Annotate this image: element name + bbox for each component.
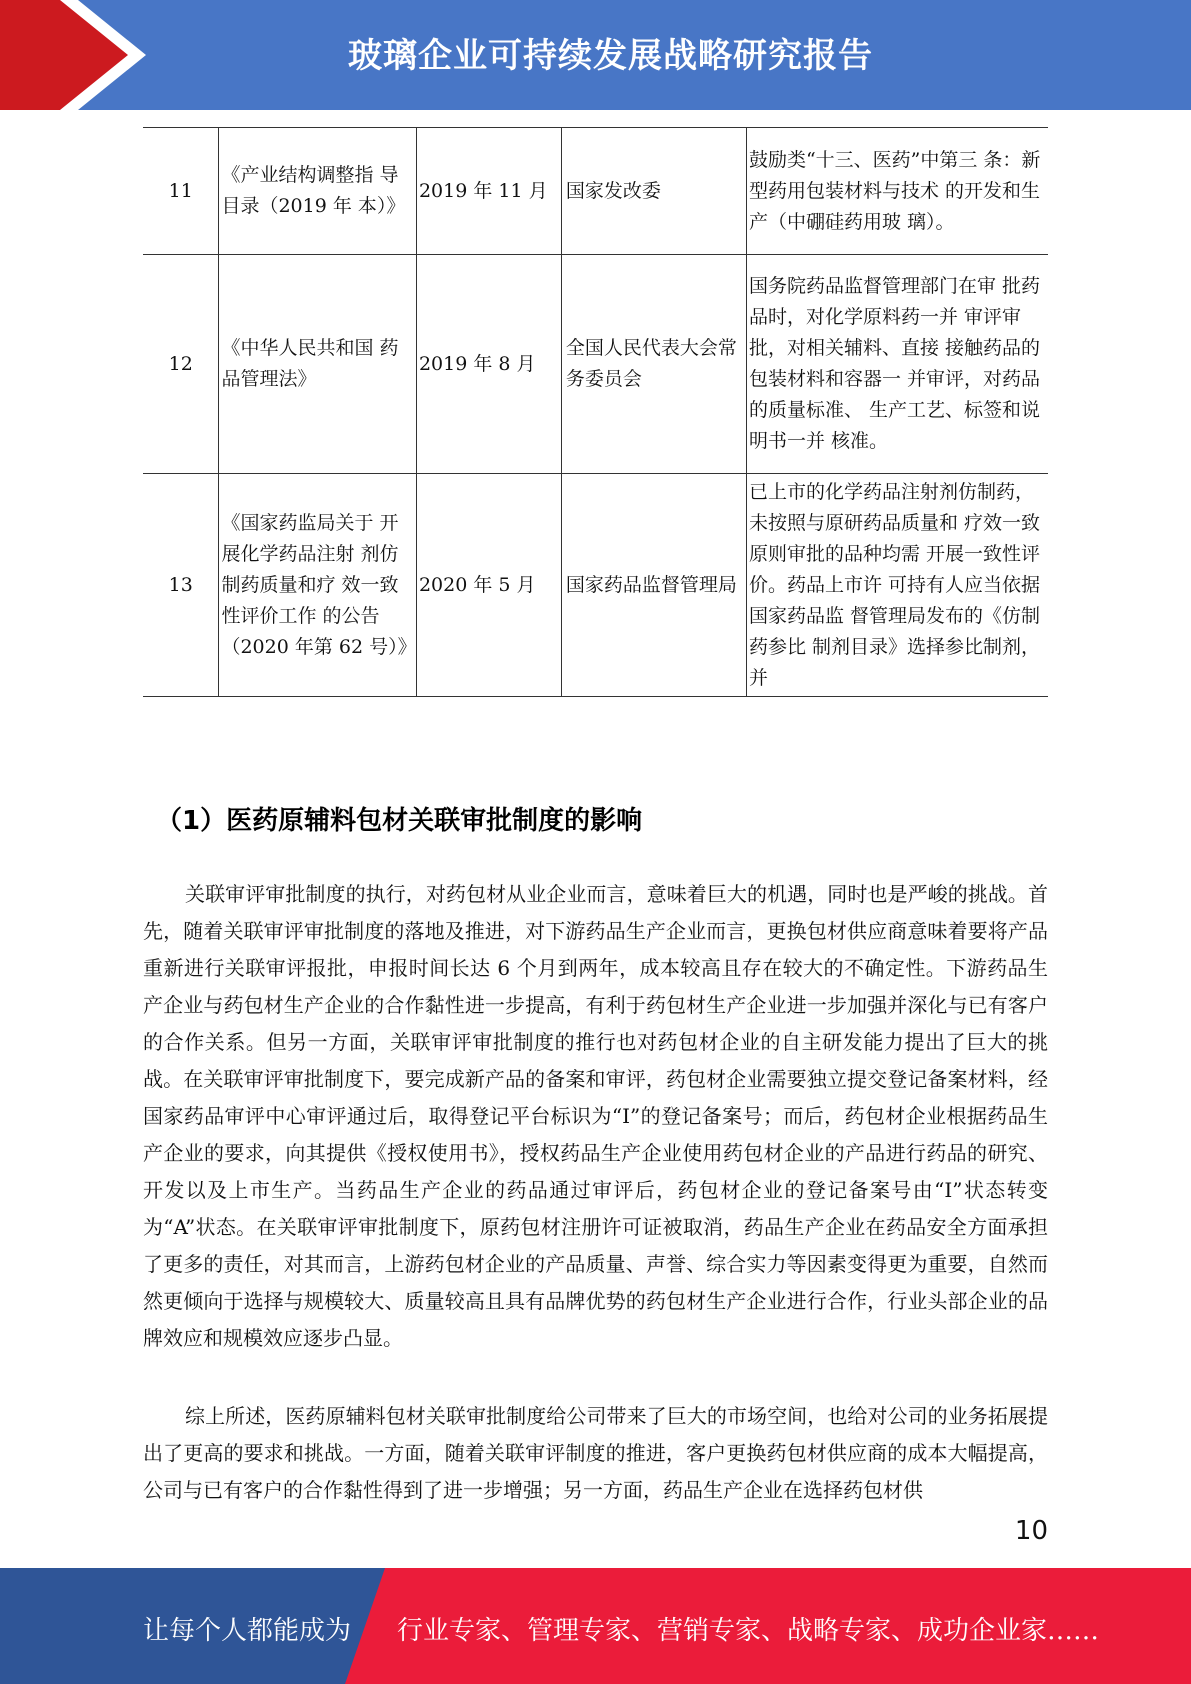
issuing-organization: 国家药品监督管理局 [561, 474, 746, 697]
policy-date: 2020 年 5 月 [416, 474, 561, 697]
footer-slogan-left: 让每个人都能成为 [143, 1616, 352, 1646]
footer-slogan-right: 行业专家、管理专家、营销专家、战略专家、成功企业家…… [397, 1616, 1100, 1646]
page-header [0, 0, 1191, 110]
body-paragraph: 综上所述，医药原辅料包材关联审批制度给公司带来了巨大的市场空间，也给对公司的业务拓展提出了更高的要求和挑战。一方面，随着关联审评制度的推进，客户更换药包材供应商的成本大幅提高，公司与已有客户的合作黏性得到了进一步增强；另一方面，药品生产企业在选择药包材供 [143, 1404, 1048, 1502]
body-paragraph: 关联审评审批制度的执行，对药包材从业企业而言，意味着巨大的机遇，同时也是严峻的挑战。首先，随着关联审评审批制度的落地及推进，对下游药品生产企业而言，更换包材供应商意味着要将产品重新进行关联审评报批，申报时间长达 6 个月到两年，成本较高且存在较大的不确定性。下游药品生产企业与药包材生产企业的合作黏性进一步提高，有利于药包材生产企业进一步加强并深化与已有客户的合作关系。但另一方面，关联审评审批制度的推行也对药包材企业的自主研发能力提出了巨大的挑战。在关联审评审批制度下，要完成新产品的备案和审评，药包材企业需要独立提交登记备案材料，经国家药品审评中心审评通过后，取得登记平台标识为“I”的登记备案号；而后，药包材企业根据药品生产企业的要求，向其提供《授权使用书》，授权药品生产企业使用药包材企业的产品进行药品的研究、开发以及上市生产。当药品生产企业的药品通过审评后，药包材企业的登记备案号由“I”状态转变为“A”状态。在关联审评审批制度下，原药包材注册许可证被取消，药品生产企业在药品安全方面承担了更多的责任，对其而言，上游药包材企业的产品质量、声誉、综合实力等因素变得更为重要，自然而然更倾向于选择与规模较大、质量较高且具有品牌优势的药包材生产企业进行合作，行业头部企业的品牌效应和规模效应逐步凸显。 [143, 882, 1048, 1350]
table-row [143, 474, 1048, 697]
policy-name: 《国家药监局关于 开展化学药品注射 剂仿制药质量和疗 效一致性评价工作 的公告（2020 年第 62 号）》 [219, 474, 417, 697]
section-heading: （1）医药原辅料包材关联审批制度的影响 [156, 806, 643, 836]
page-number: 10 [1014, 1516, 1048, 1546]
policy-date: 2019 年 8 月 [416, 255, 561, 474]
table-row [143, 255, 1048, 474]
policy-date: 2019 年 11 月 [416, 128, 561, 255]
issuing-organization: 全国人民代表大会常务委员会 [561, 255, 746, 474]
policy-name: 《中华人民共和国 药品管理法》 [219, 255, 417, 474]
report-title: 玻璃企业可持续发展战略研究报告 [348, 36, 873, 76]
issuing-organization: 国家发改委 [561, 128, 746, 255]
header-red-arrow [0, 0, 150, 110]
policy-name: 《产业结构调整指 导目录（2019 年 本）》 [219, 128, 417, 255]
policy-description: 鼓励类“十三、医药”中第三 条：新型药用包装材料与技术 的开发和生产（中硼硅药用玻 璃）。 [746, 128, 1048, 255]
row-number: 13 [143, 474, 219, 697]
page-footer [0, 1568, 1191, 1684]
table-row [143, 128, 1048, 255]
policy-description: 国务院药品监督管理部门在审 批药品时，对化学原料药一并 审评审批，对相关辅料、直接 接触药品的包装材料和容器一 并审评，对药品的质量标准、 生产工艺、标签和说明书一并 核准。 [746, 255, 1048, 474]
row-number: 12 [143, 255, 219, 474]
policy-description: 已上市的化学药品注射剂仿制药，未按照与原研药品质量和 疗效一致原则审批的品种均需 开展一致性评价。药品上市许 可持有人应当依据国家药品监 督管理局发布的《仿制药参比 制剂目录》选择参比制剂，并 [746, 474, 1048, 697]
policy-table [143, 127, 1048, 697]
row-number: 11 [143, 128, 219, 255]
